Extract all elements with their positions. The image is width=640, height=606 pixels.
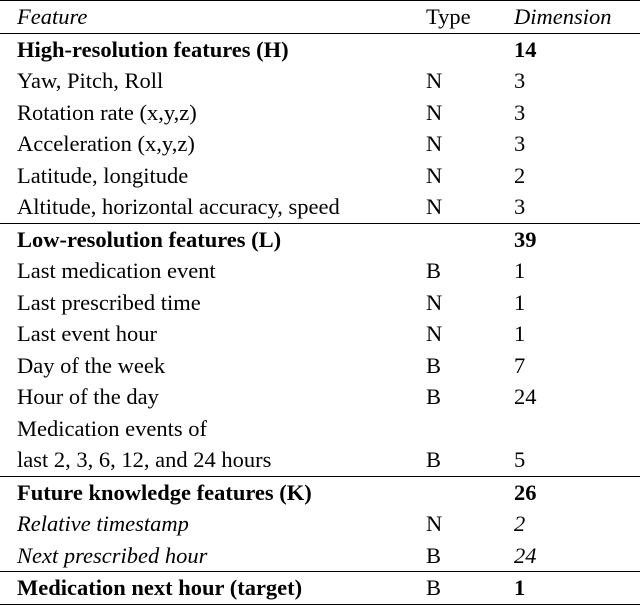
section-title: Future knowledge features (K) — [0, 476, 422, 508]
feature-cell: Latitude, longitude — [17, 162, 189, 188]
dimension-cell: 3 — [514, 194, 526, 219]
dimension-cell: 24 — [514, 542, 537, 568]
feature-cell: Next prescribed hour — [17, 542, 208, 568]
dimension-cell: 2 — [514, 511, 526, 536]
type-cell: B — [426, 542, 442, 568]
feature-cell: Rotation rate (x,y,z) — [17, 99, 197, 125]
feature-cell: Hour of the day — [17, 384, 159, 409]
dimension-cell: 3 — [514, 99, 526, 125]
section-row-high-resolution — [0, 33, 640, 65]
table-row — [0, 128, 640, 160]
table-row — [0, 191, 640, 223]
type-cell: N — [426, 68, 443, 93]
table-row — [0, 65, 640, 97]
dimension-cell: 2 — [514, 162, 526, 188]
section-title: Medication next hour (target) — [0, 572, 422, 605]
feature-cell: Altitude, horizontal accuracy, speed — [17, 194, 340, 219]
dimension-cell: 1 — [514, 289, 526, 315]
type-cell: N — [426, 289, 443, 315]
type-cell: N — [426, 162, 443, 188]
dimension-cell: 3 — [514, 131, 526, 156]
section-row-future-knowledge — [0, 476, 640, 508]
feature-cell-line1: Medication events of — [17, 415, 207, 441]
section-row-low-resolution — [0, 223, 640, 255]
type-cell: N — [426, 511, 443, 536]
feature-cell: Day of the week — [17, 352, 166, 378]
section-dimension: 14 — [508, 33, 640, 65]
feature-cell: Yaw, Pitch, Roll — [17, 68, 164, 93]
feature-cell: Relative timestamp — [17, 511, 189, 536]
table-row — [0, 255, 640, 287]
table-row — [0, 160, 640, 192]
section-row-target — [0, 572, 640, 605]
dimension-cell: 1 — [514, 321, 526, 346]
table-row — [0, 350, 640, 382]
header-feature: Feature — [0, 1, 422, 34]
table-row — [0, 413, 640, 445]
table-row — [0, 508, 640, 540]
type-cell: N — [426, 194, 443, 219]
section-title: Low-resolution features (L) — [0, 223, 422, 255]
dimension-cell: 1 — [514, 258, 526, 283]
feature-cell: Last prescribed time — [17, 289, 201, 315]
section-title: High-resolution features (H) — [0, 33, 422, 65]
table-header-row — [0, 1, 640, 34]
section-dimension: 26 — [508, 476, 640, 508]
header-dimension: Dimension — [508, 1, 640, 34]
feature-cell: Acceleration (x,y,z) — [17, 131, 195, 156]
feature-cell: Last event hour — [17, 321, 157, 346]
section-dimension: 39 — [508, 223, 640, 255]
type-cell: N — [426, 321, 443, 346]
table-row — [0, 444, 640, 476]
feature-cell: last 2, 3, 6, 12, and 24 hours — [17, 447, 272, 472]
dimension-cell: 24 — [514, 384, 537, 409]
type-cell: N — [426, 131, 443, 156]
dimension-cell: 3 — [514, 68, 526, 93]
type-cell: B — [422, 572, 508, 605]
type-cell: B — [426, 258, 442, 283]
table-row — [0, 381, 640, 413]
table-row — [0, 287, 640, 319]
section-dimension: 1 — [508, 572, 640, 605]
table-row — [0, 97, 640, 129]
type-cell: B — [426, 352, 442, 378]
table-row — [0, 540, 640, 572]
dimension-cell: 7 — [514, 352, 526, 378]
type-cell: N — [426, 99, 443, 125]
header-type: Type — [422, 1, 508, 34]
type-cell: B — [426, 384, 442, 409]
table-row — [0, 318, 640, 350]
type-cell: B — [426, 447, 442, 472]
dimension-cell: 5 — [514, 447, 526, 472]
feature-cell: Last medication event — [17, 258, 216, 283]
